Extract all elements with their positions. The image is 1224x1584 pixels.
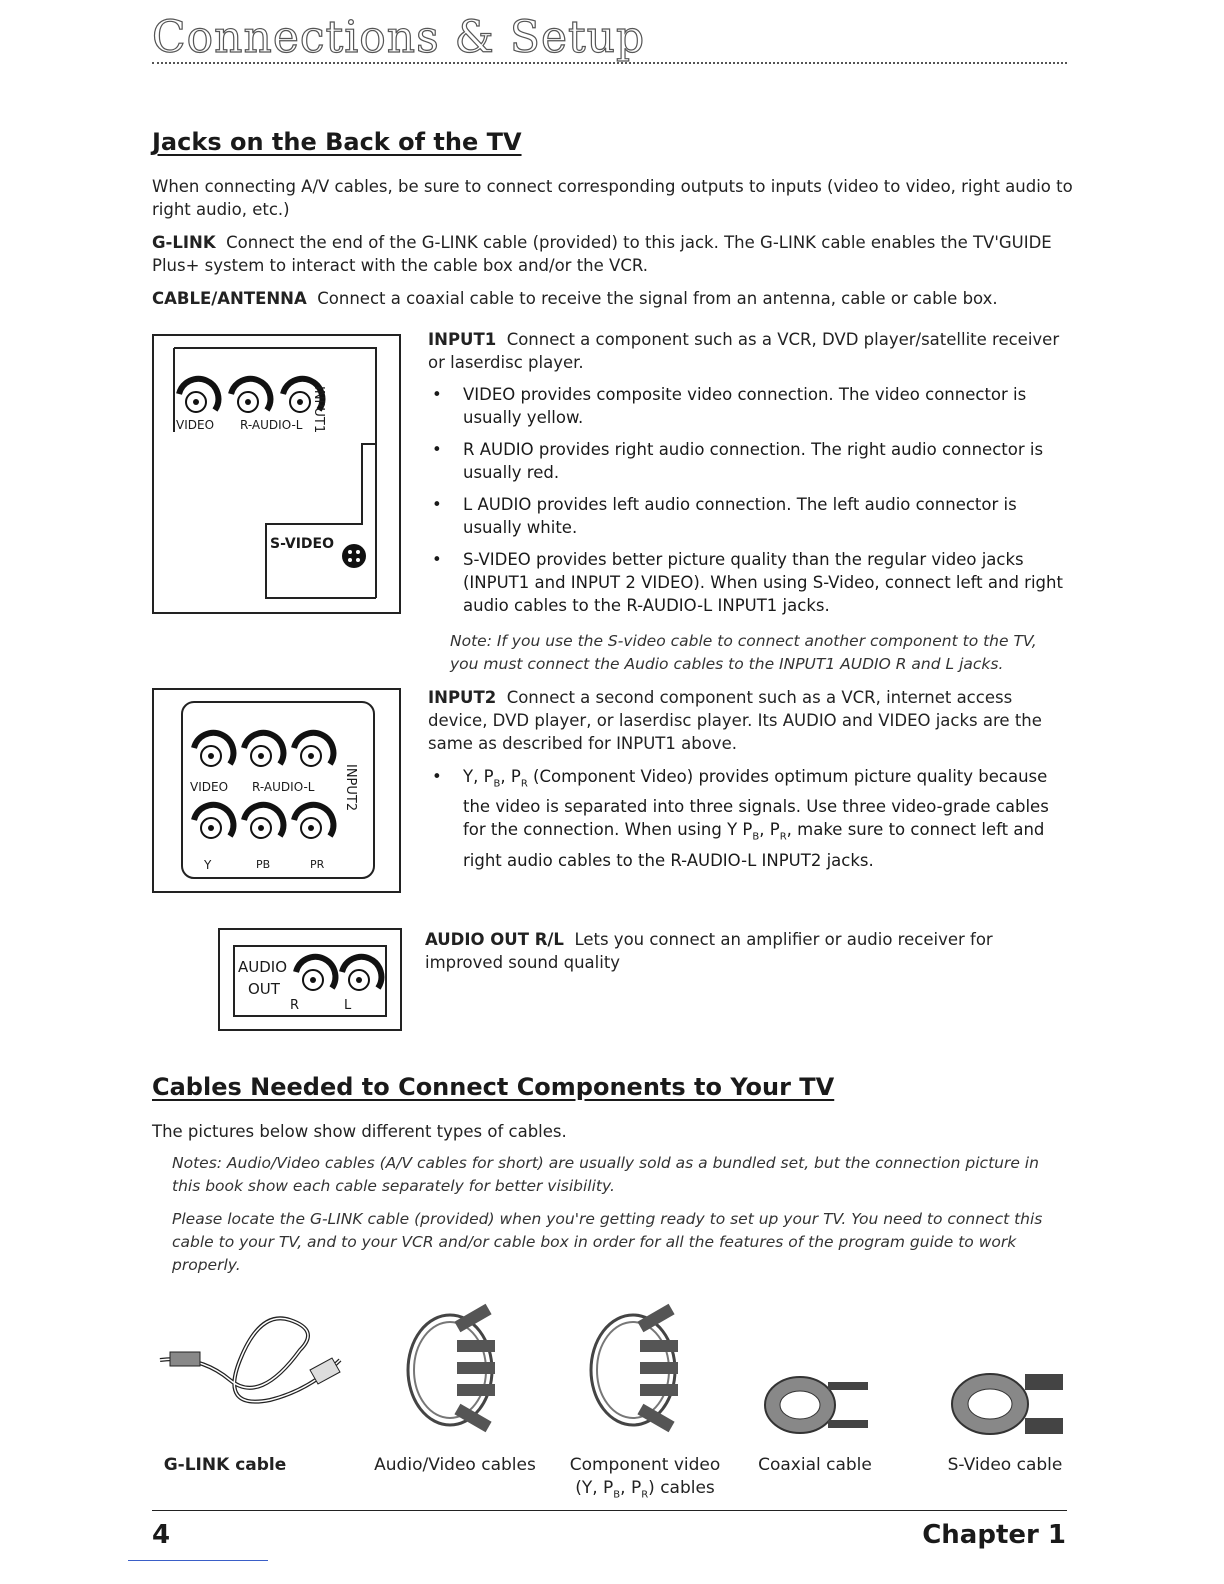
- list-item: • S-VIDEO provides better picture quality than the regular video jacks (INPUT1 and INPUT 2 VIDEO). When using S-Video, connect left and right audio cables to the R-AUDIO-L INPUT1 jacks.: [428, 548, 1068, 617]
- pb-jack-icon: [244, 805, 283, 838]
- list-item: • L AUDIO provides left audio connection. The left audio connector is usually white.: [428, 493, 1068, 539]
- list-item: • R AUDIO provides right audio connection. The right audio connector is usually red.: [428, 438, 1068, 484]
- caption-part: , P: [620, 1478, 642, 1498]
- glink-cable-caption: G-LINK cable: [163, 1455, 287, 1475]
- input1-text: Connect a component such as a VCR, DVD player/satellite receiver or laserdisc player.: [428, 330, 1060, 372]
- cables-note-1: Notes: Audio/Video cables (A/V cables for short) are usually sold as a bundled set, but the connection picture in this book show each cable separately for better visibility.: [172, 1154, 1039, 1195]
- video-jack-icon: [194, 733, 233, 766]
- page-number: 4: [152, 1520, 171, 1550]
- audio-out-text: Lets you connect an amplifier or audio receiver for improved sound quality: [425, 930, 993, 972]
- right-audio-jack-icon: [244, 733, 283, 766]
- glink-text: Connect the end of the G-LINK cable (provided) to this jack. The G-LINK cable enables the TV'GUIDE Plus+ system to interact with the cable box and/or the VCR.: [152, 233, 1052, 275]
- right-audio-jack-icon: [231, 379, 270, 412]
- input2-text: Connect a second component such as a VCR, internet access device, DVD player, or laserdisc player. Its AUDIO and VIDEO jacks are the same as described for INPUT1 above.: [428, 688, 1042, 753]
- subscript-b: B: [613, 1489, 621, 1501]
- audio-out-jack-panel: [218, 928, 402, 1031]
- list-item: • VIDEO provides composite video connection. The video connector is usually yellow.: [428, 383, 1068, 429]
- component-video-cables-icon: [578, 1300, 698, 1440]
- input1-jack-diagram: [154, 336, 399, 612]
- input2-jack-panel: [152, 688, 401, 893]
- audio-out-l-label: L: [344, 998, 352, 1013]
- input2-label: INPUT2: [428, 688, 497, 707]
- input2-video-label: VIDEO: [190, 780, 229, 794]
- audio-out-out-label: OUT: [248, 980, 280, 998]
- component-cables-caption-line2: [555, 1478, 735, 1500]
- cable-antenna-label: CABLE/ANTENNA: [152, 289, 307, 308]
- footer-rule: [152, 1510, 1067, 1511]
- subscript-b: B: [493, 778, 501, 790]
- page-header-title: Connections & Setup: [152, 12, 646, 63]
- y-label: Y: [204, 858, 212, 872]
- cable-antenna-text: Connect a coaxial cable to receive the signal from an antenna, cable or cable box.: [317, 289, 998, 308]
- audio-out-jack-diagram: [220, 930, 400, 1029]
- input1-audio-label: R-AUDIO-L: [240, 418, 303, 432]
- component-cables-caption-line1: Component video: [569, 1455, 721, 1475]
- audio-out-r-label: R: [290, 998, 300, 1013]
- jacks-intro: When connecting A/V cables, be sure to connect corresponding outputs to inputs (video to video, right audio to right audio, etc.): [152, 177, 1073, 219]
- pr-label: PR: [310, 858, 325, 871]
- svideo-label: S-VIDEO: [270, 536, 335, 552]
- svideo-cable-caption: S-Video cable: [947, 1455, 1063, 1475]
- glink-paragraph: [152, 231, 1082, 277]
- input2-paragraph: [428, 686, 1073, 755]
- list-item: [428, 765, 1068, 872]
- svideo-cable-icon: [945, 1368, 1070, 1440]
- bullet-text-part: (Component Video) provides optimum picture quality because the video is separated into three signals. Use three video-grade cables for the connection. When using Y P: [463, 767, 1049, 840]
- input1-label: INPUT1: [428, 330, 497, 349]
- input1-video-label: VIDEO: [176, 418, 215, 432]
- subscript-r: R: [779, 831, 787, 843]
- bullet-text-part: , P: [759, 820, 780, 840]
- input1-paragraph: [428, 328, 1068, 374]
- audio-out-label: AUDIO OUT R/L: [425, 930, 564, 949]
- video-jack-icon: [179, 379, 218, 412]
- pb-label: PB: [256, 858, 271, 871]
- audio-video-cables-icon: [395, 1300, 515, 1440]
- cable-antenna-paragraph: [152, 287, 1082, 310]
- subscript-b: B: [752, 831, 760, 843]
- svideo-jack-icon: [342, 544, 366, 568]
- audio-out-left-jack-icon: [342, 957, 381, 990]
- left-audio-jack-icon: [294, 733, 333, 766]
- audio-out-paragraph: [425, 928, 1065, 974]
- input2-side-label: INPUT2: [343, 764, 358, 812]
- av-cables-caption: Audio/Video cables: [374, 1455, 536, 1475]
- input1-bullet-list: [428, 383, 1068, 626]
- pr-jack-icon: [294, 805, 333, 838]
- footer-link-underline: [128, 1560, 268, 1561]
- glink-label: G-LINK: [152, 233, 216, 252]
- coaxial-cable-icon: [760, 1370, 880, 1440]
- coaxial-cable-caption: Coaxial cable: [758, 1455, 872, 1475]
- subscript-r: R: [641, 1489, 649, 1501]
- section-heading-cables: Cables Needed to Connect Components to Your TV: [152, 1073, 835, 1101]
- cables-note-2: Please locate the G-LINK cable (provided) when you're getting ready to set up your TV. You need to connect this cable to your TV, and to your VCR and/or cable box in order for all the features of the program guide to work properly.: [172, 1210, 1043, 1274]
- header-rule: [152, 62, 1067, 64]
- audio-out-right-jack-icon: [296, 957, 335, 990]
- input2-bullet-list: [428, 765, 1068, 881]
- bullet-text-part: Y, P: [463, 767, 494, 786]
- cables-intro: The pictures below show different types of cables.: [152, 1122, 567, 1141]
- input2-audio-label: R-AUDIO-L: [252, 780, 315, 794]
- subscript-r: R: [520, 778, 528, 790]
- input1-note: Note: If you use the S-video cable to connect another component to the TV, you must connect the Audio cables to the INPUT1 AUDIO R and L jacks.: [450, 632, 1037, 673]
- audio-out-audio-label: AUDIO: [238, 958, 288, 976]
- section-heading-jacks: Jacks on the Back of the TV: [152, 128, 522, 156]
- chapter-label: Chapter 1: [922, 1520, 1066, 1550]
- input1-jack-panel: [152, 334, 401, 614]
- y-jack-icon: [194, 805, 233, 838]
- input1-side-label: INPUT1: [311, 386, 326, 434]
- bullet-text-part: , make sure to connect left and right audio cables to the R-AUDIO-L INPUT2 jacks.: [463, 820, 1045, 870]
- glink-cable-icon: [150, 1300, 350, 1430]
- caption-part: (Y, P: [575, 1478, 614, 1498]
- bullet-text-part: , P: [500, 767, 521, 786]
- caption-part: ) cables: [648, 1478, 715, 1498]
